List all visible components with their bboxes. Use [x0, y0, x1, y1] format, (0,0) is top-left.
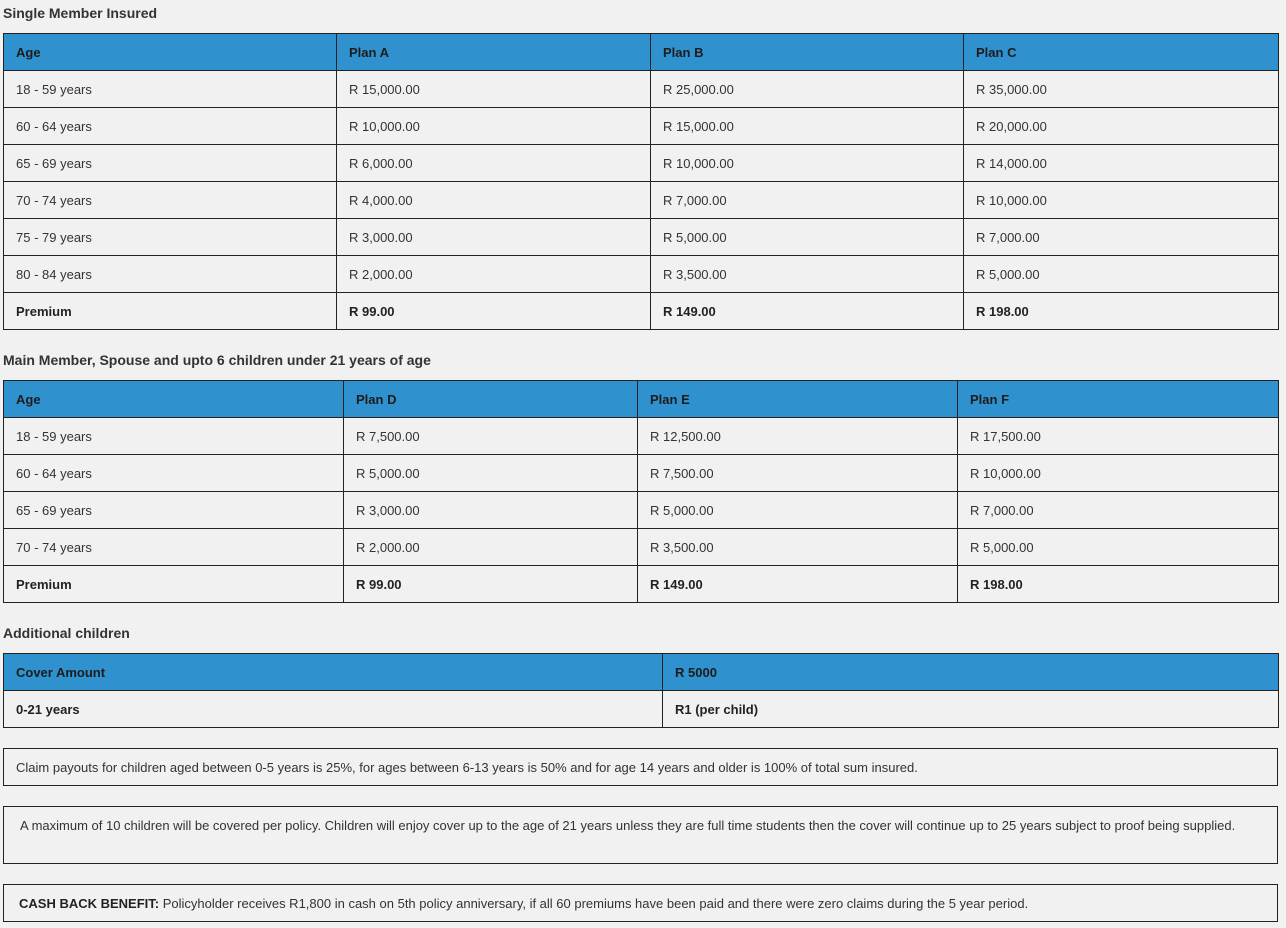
header-plan-b: Plan B — [651, 34, 964, 71]
max-children-note — [3, 806, 1278, 864]
family-plan-title: Main Member, Spouse and upto 6 children under 21 years of age — [3, 352, 431, 368]
plan-e-cell: R 5,000.00 — [638, 492, 958, 529]
cashback-text: Policyholder receives R1,800 in cash on 5th policy anniversary, if all 60 premiums have been paid and there were zero claims during the 5 year period. — [159, 896, 1029, 911]
plan-b-cell: R 7,000.00 — [651, 182, 964, 219]
family-plan-table — [3, 380, 1279, 603]
table-row — [4, 71, 1279, 108]
single-member-table — [3, 33, 1279, 330]
table-row — [4, 182, 1279, 219]
plan-f-cell: R 10,000.00 — [958, 455, 1279, 492]
additional-children-title: Additional children — [3, 625, 130, 641]
table-row — [4, 256, 1279, 293]
plan-a-cell: R 15,000.00 — [337, 71, 651, 108]
table-row — [4, 691, 1279, 728]
header-plan-f: Plan F — [958, 381, 1279, 418]
age-cell: 70 - 74 years — [4, 529, 344, 566]
age-cell: 18 - 59 years — [4, 418, 344, 455]
premium-label: Premium — [4, 293, 337, 330]
table-row — [4, 145, 1279, 182]
age-cell: 65 - 69 years — [4, 492, 344, 529]
plan-c-cell: R 7,000.00 — [964, 219, 1279, 256]
plan-a-cell: R 10,000.00 — [337, 108, 651, 145]
plan-e-cell: R 3,500.00 — [638, 529, 958, 566]
plan-d-cell: R 5,000.00 — [344, 455, 638, 492]
plan-b-cell: R 15,000.00 — [651, 108, 964, 145]
age-cell: 18 - 59 years — [4, 71, 337, 108]
table-row — [4, 219, 1279, 256]
age-cell: 80 - 84 years — [4, 256, 337, 293]
plan-b-cell: R 25,000.00 — [651, 71, 964, 108]
premium-plan-a: R 99.00 — [337, 293, 651, 330]
header-plan-d: Plan D — [344, 381, 638, 418]
plan-f-cell: R 17,500.00 — [958, 418, 1279, 455]
plan-a-cell: R 6,000.00 — [337, 145, 651, 182]
plan-b-cell: R 10,000.00 — [651, 145, 964, 182]
plan-d-cell: R 2,000.00 — [344, 529, 638, 566]
plan-c-cell: R 5,000.00 — [964, 256, 1279, 293]
premium-plan-e: R 149.00 — [638, 566, 958, 603]
premium-row — [4, 566, 1279, 603]
header-cover-value: R 5000 — [663, 654, 1279, 691]
age-cell: 75 - 79 years — [4, 219, 337, 256]
single-member-title: Single Member Insured — [3, 5, 158, 21]
plan-d-cell: R 3,000.00 — [344, 492, 638, 529]
per-child-cell: R1 (per child) — [663, 691, 1279, 728]
header-cover-amount: Cover Amount — [4, 654, 663, 691]
payout-note — [3, 748, 1278, 786]
plan-c-cell: R 35,000.00 — [964, 71, 1279, 108]
premium-row — [4, 293, 1279, 330]
premium-plan-b: R 149.00 — [651, 293, 964, 330]
header-plan-c: Plan C — [964, 34, 1279, 71]
payout-note-text: Claim payouts for children aged between 0-5 years is 25%, for ages between 6-13 years is 50% and for age 14 years and older is 100% of total sum insured. — [16, 760, 918, 775]
age-cell: 70 - 74 years — [4, 182, 337, 219]
plan-a-cell: R 4,000.00 — [337, 182, 651, 219]
table-header-row — [4, 381, 1279, 418]
premium-plan-c: R 198.00 — [964, 293, 1279, 330]
plan-c-cell: R 10,000.00 — [964, 182, 1279, 219]
table-row — [4, 418, 1279, 455]
header-age: Age — [4, 381, 344, 418]
table-row — [4, 492, 1279, 529]
plan-f-cell: R 5,000.00 — [958, 529, 1279, 566]
plan-b-cell: R 3,500.00 — [651, 256, 964, 293]
header-plan-a: Plan A — [337, 34, 651, 71]
plan-e-cell: R 7,500.00 — [638, 455, 958, 492]
plan-f-cell: R 7,000.00 — [958, 492, 1279, 529]
plan-b-cell: R 5,000.00 — [651, 219, 964, 256]
age-range-cell: 0-21 years — [4, 691, 663, 728]
additional-children-table — [3, 653, 1279, 728]
table-row — [4, 455, 1279, 492]
table-row — [4, 108, 1279, 145]
max-children-note-text: A maximum of 10 children will be covered per policy. Children will enjoy cover up to the age of 21 years unless they are full time students then the cover will continue up to 25 years subject to proof being supplied. — [20, 818, 1236, 833]
header-plan-e: Plan E — [638, 381, 958, 418]
plan-d-cell: R 7,500.00 — [344, 418, 638, 455]
age-cell: 60 - 64 years — [4, 108, 337, 145]
plan-c-cell: R 14,000.00 — [964, 145, 1279, 182]
table-row — [4, 529, 1279, 566]
plan-e-cell: R 12,500.00 — [638, 418, 958, 455]
plan-a-cell: R 2,000.00 — [337, 256, 651, 293]
premium-plan-d: R 99.00 — [344, 566, 638, 603]
table-header-row — [4, 654, 1279, 691]
plan-a-cell: R 3,000.00 — [337, 219, 651, 256]
cashback-note — [3, 884, 1278, 922]
cashback-label: CASH BACK BENEFIT: — [19, 896, 160, 911]
plan-c-cell: R 20,000.00 — [964, 108, 1279, 145]
age-cell: 60 - 64 years — [4, 455, 344, 492]
header-age: Age — [4, 34, 337, 71]
premium-plan-f: R 198.00 — [958, 566, 1279, 603]
premium-label: Premium — [4, 566, 344, 603]
table-header-row — [4, 34, 1279, 71]
age-cell: 65 - 69 years — [4, 145, 337, 182]
